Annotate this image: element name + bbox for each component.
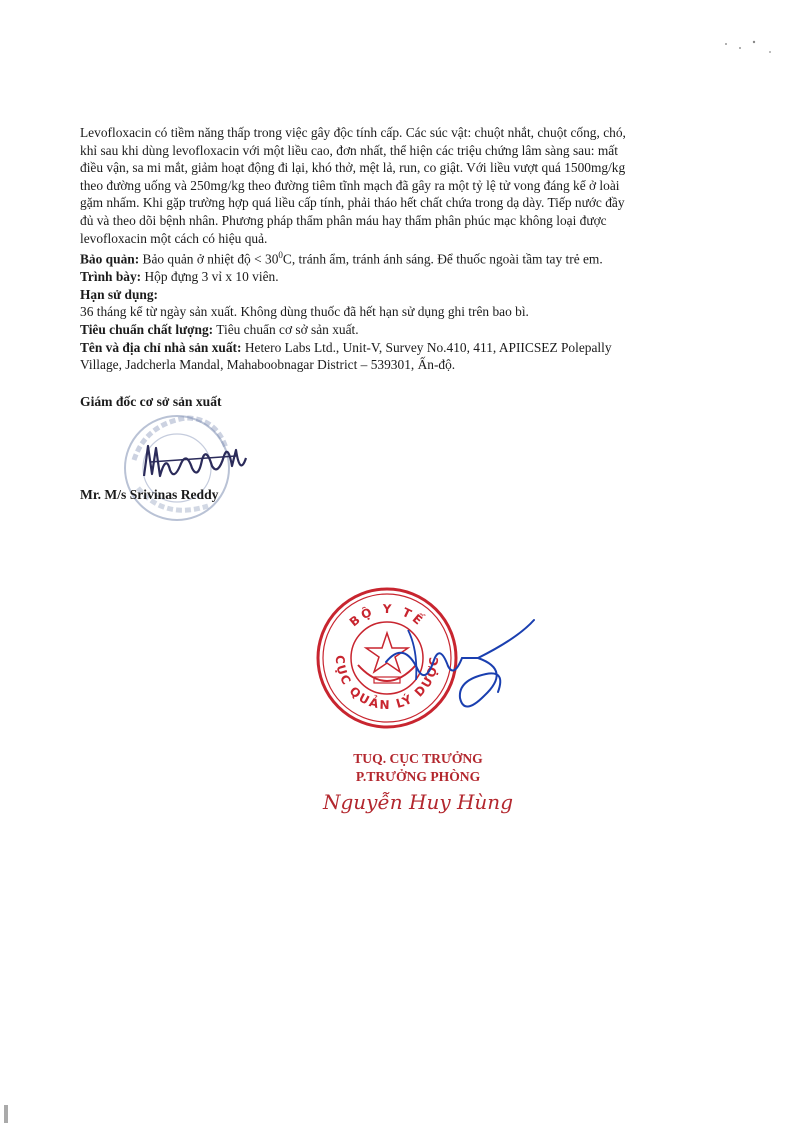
manufacturer-signature — [140, 436, 250, 486]
overdose-section — [80, 124, 720, 247]
official-title-line1: TUQ. CỤC TRƯỞNG — [353, 751, 483, 766]
scan-specks — [720, 30, 780, 60]
storage-label: Bảo quản: — [80, 251, 140, 267]
overdose-line: đủ và theo dõi bệnh nhân. Phương pháp thẩm phân máu hay thẩm phân phúc mạc không loại được — [80, 212, 607, 228]
packaging-text: Hộp đựng 3 vỉ x 10 viên. — [141, 269, 279, 285]
overdose-line: theo đường uống và 250mg/kg theo đường tiêm tĩnh mạch đã gây ra một tỷ lệ tử vong đáng kể ở loài — [80, 177, 620, 193]
overdose-line: Levofloxacin có tiềm năng thấp trong việc gây độc tính cấp. Các súc vật: chuột nhắt, chuột cống, chó, — [80, 125, 626, 140]
storage-text: Bảo quản ở nhiệt độ < 30 — [139, 251, 279, 267]
packaging-section — [80, 268, 720, 286]
overdose-line: gặm nhấm. Khi gặp trường hợp quá liều cấp tính, phải tháo hết chất chứa trong dạ dày. Tiếp nước đầy — [80, 195, 625, 211]
storage-section — [80, 247, 720, 268]
manufacturer-address-line1: Hetero Labs Ltd., Unit-V, Survey No.410, 411, APIICSEZ Polepally — [241, 339, 612, 355]
overdose-line: khỉ sau khi dùng levofloxacin với một liều cao, đơn nhất, thể hiện các triệu chứng lâm sàng sau: mất — [80, 142, 618, 158]
manufacturer-section — [80, 339, 720, 357]
official-title-line2: P.TRƯỞNG PHÒNG — [355, 769, 481, 784]
official-signatory-block — [318, 750, 518, 814]
manufacturer-address-line2: Village, Jadcherla Mandal, Mahaboobnagar District – 539301, Ấn-độ. — [80, 357, 456, 373]
storage-text-end: C, tránh ẩm, tránh ánh sáng. Để thuốc ngoài tầm tay trẻ em. — [282, 251, 603, 267]
quality-standard-text: Tiêu chuẩn cơ sở sản xuất. — [213, 322, 359, 337]
storage-degree: 0 — [278, 250, 283, 261]
official-signature — [378, 600, 538, 720]
leaflet-body — [80, 124, 720, 374]
manufacturer-signatory-title: Giám đốc cơ sở sản xuất — [80, 394, 222, 409]
packaging-label: Trình bày: — [80, 269, 142, 285]
quality-standard-label: Tiêu chuẩn chất lượng: — [80, 322, 214, 337]
overdose-line: điều vận, sa mi mắt, giảm hoạt động đi lại, khó thở, mệt lả, run, co giật. Với liều vượt quá 1500mg/kg — [80, 160, 626, 176]
manufacturer-signatory-name: Mr. M/s Srivinas Reddy — [80, 487, 219, 502]
overdose-line: levofloxacin một cách có hiệu quả. — [80, 230, 268, 246]
shelf-life-label: Hạn sử dụng: — [80, 286, 158, 302]
shelf-life-text: 36 tháng kể từ ngày sản xuất. Không dùng thuốc đã hết hạn sử dụng ghi trên bao bì. — [80, 304, 529, 320]
seal-top-text: BỘ Y TẾ — [346, 601, 428, 630]
seal-bottom-text: CỤC QUẢN LÝ DƯỢC — [332, 654, 442, 713]
scan-edge-mark — [4, 1105, 8, 1123]
quality-standard-section — [80, 321, 720, 339]
manufacturer-label: Tên và địa chỉ nhà sản xuất: — [80, 339, 242, 355]
official-name: Nguyễn Huy Hùng — [322, 790, 513, 814]
